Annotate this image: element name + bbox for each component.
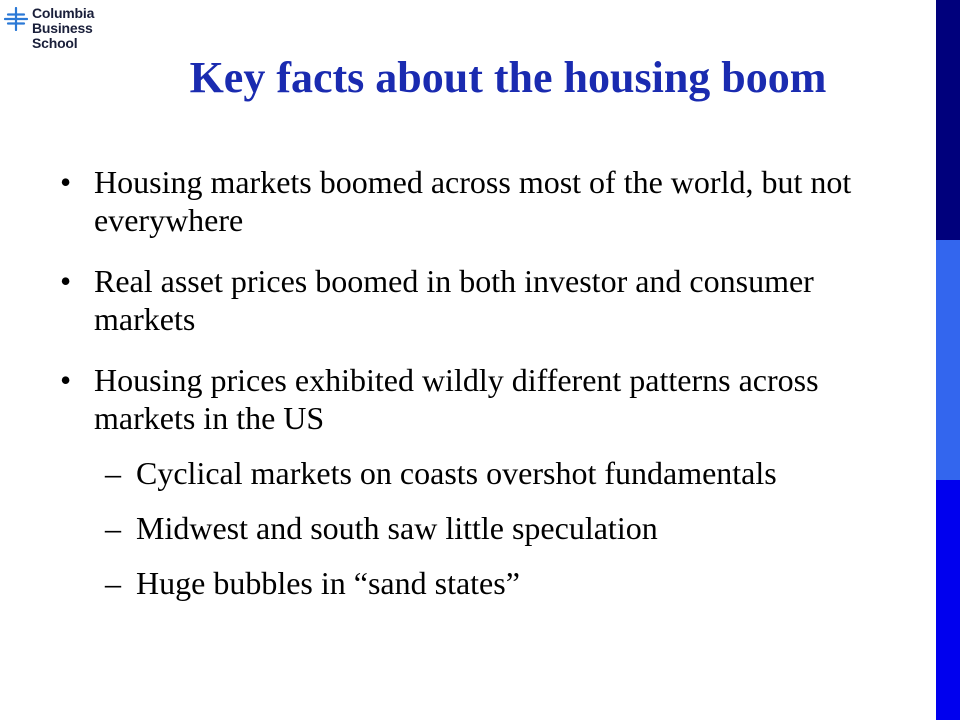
logo-line-columbia: Columbia: [32, 5, 95, 21]
bullet-item: [60, 361, 900, 437]
sub-bullet-marker: –: [105, 565, 121, 601]
bullet-marker: •: [60, 362, 72, 398]
side-bar-bottom-segment: [936, 480, 960, 720]
side-bar-top-segment: [936, 0, 960, 240]
sub-bullet-marker: –: [105, 510, 121, 546]
logo-line-school: School: [32, 35, 78, 51]
sub-bullet-text: Midwest and south saw little speculation: [136, 510, 658, 546]
bullet-item: [60, 163, 900, 239]
bullet-marker: •: [60, 263, 72, 299]
bullet-text: Housing markets boomed across most of the world, but not everywhere: [94, 164, 852, 238]
columbia-logo: [4, 6, 94, 51]
bullet-marker: •: [60, 164, 72, 200]
sub-bullet-item: [60, 454, 900, 492]
logo-line-business: Business: [32, 20, 93, 36]
slide-title: Key facts about the housing boom: [189, 53, 827, 102]
bullet-text: Housing prices exhibited wildly different patterns across markets in the US: [94, 362, 819, 436]
side-bar-middle-segment: [936, 240, 960, 480]
bullet-list: [60, 163, 900, 619]
sub-bullet-marker: –: [105, 455, 121, 491]
sub-bullet-item: [60, 564, 900, 602]
bullet-text: Real asset prices boomed in both investor and consumer markets: [94, 263, 814, 337]
logo-wordmark: [32, 6, 94, 51]
sub-bullet-text: Cyclical markets on coasts overshot fundamentals: [136, 455, 777, 491]
columbia-crown-icon: [4, 7, 28, 31]
slide-side-bar: [936, 0, 960, 720]
sub-bullet-text: Huge bubbles in “sand states”: [136, 565, 520, 601]
bullet-item: [60, 262, 900, 338]
sub-bullet-item: [60, 509, 900, 547]
